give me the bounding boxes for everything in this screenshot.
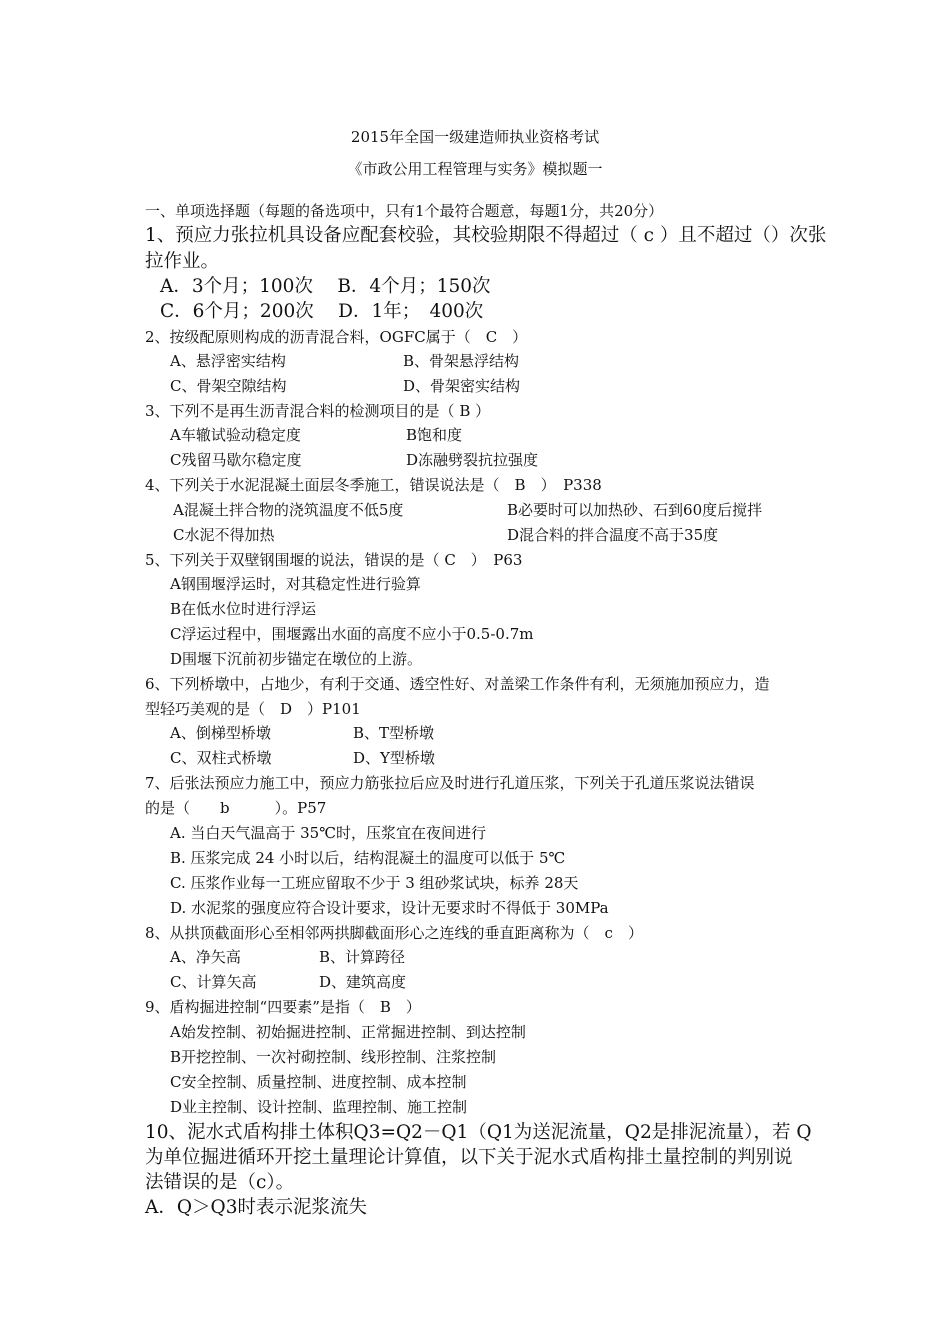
q8-option-d: D、建筑高度: [319, 973, 407, 991]
q4-option-d: D混合料的拌合温度不高于35度: [507, 526, 719, 544]
q8-stem: 8、从拱顶截面形心至相邻两拱脚截面形心之连线的垂直距离称为（ c ）: [145, 924, 643, 942]
q1-options-line1: A．3个月；100次 B．4个月；150次: [160, 276, 491, 297]
q9-option-b: B开挖控制、一次衬砌控制、线形控制、注浆控制: [170, 1048, 497, 1066]
q10-stem-line3: 法错误的是（c）。: [145, 1172, 295, 1193]
q6-option-c: C、双柱式桥墩: [170, 749, 272, 767]
exam-subtitle: 《市政公用工程管理与实务》模拟题一: [347, 160, 603, 178]
q6-stem-line2: 型轻巧美观的是（ D ）P101: [145, 700, 361, 718]
q3-option-b: B饱和度: [406, 426, 463, 444]
q1-options-line2: C．6个月；200次 D．1年； 400次: [160, 301, 484, 322]
q4-option-c: C水泥不得加热: [173, 526, 275, 544]
q6-option-a: A、倒梯型桥墩: [170, 724, 271, 742]
q7-stem-line2: 的是（ b ）。P57: [145, 799, 327, 817]
q1-stem-line1: 1、预应力张拉机具设备应配套校验，其校验期限不得超过（ c ）且不超过（）次张: [145, 225, 827, 246]
q2-stem: 2、按级配原则构成的沥青混合料，OGFC属于（ C ）: [145, 328, 528, 346]
q5-option-c: C浮运过程中，围堰露出水面的高度不应小于0.5-0.7m: [170, 625, 534, 643]
q7-option-c: C. 压浆作业每一工班应留取不少于 3 组砂浆试块，标养 28天: [170, 874, 579, 892]
q9-option-d: D业主控制、设计控制、监理控制、施工控制: [170, 1098, 468, 1116]
q7-option-a: A. 当白天气温高于 35℃时，压浆宜在夜间进行: [170, 824, 487, 842]
q9-stem: 9、盾构掘进控制“四要素”是指（ B ）: [145, 998, 421, 1016]
q7-option-d: D. 水泥浆的强度应符合设计要求，设计无要求时不得低于 30MPa: [170, 899, 609, 917]
q1-stem-line2: 拉作业。: [145, 251, 220, 272]
exam-title: 2015年全国一级建造师执业资格考试: [350, 128, 600, 146]
q5-option-a: A钢围堰浮运时，对其稳定性进行验算: [170, 575, 421, 593]
q8-option-b: B、计算跨径: [319, 948, 406, 966]
q9-option-c: C安全控制、质量控制、进度控制、成本控制: [170, 1073, 467, 1091]
q6-stem-line1: 6、下列桥墩中，占地少，有利于交通、透空性好、对盖梁工作条件有利，无须施加预应力，造: [145, 675, 770, 693]
q5-stem: 5、下列关于双壁钢围堰的说法，错误的是（ C ） P63: [145, 551, 523, 569]
q7-stem-line1: 7、后张法预应力施工中，预应力筋张拉后应及时进行孔道压浆，下列关于孔道压浆说法错误: [145, 774, 755, 792]
q4-option-a: A混凝土拌合物的浇筑温度不低5度: [173, 501, 404, 519]
q10-option-a: A．Q＞Q3时表示泥浆流失: [145, 1197, 367, 1218]
q7-option-b: B. 压浆完成 24 小时以后，结构混凝土的温度可以低于 5℃: [170, 849, 566, 867]
q2-option-d: D、骨架密实结构: [403, 377, 521, 395]
q6-option-d: D、Y型桥墩: [353, 749, 435, 767]
q2-option-c: C、骨架空隙结构: [170, 377, 287, 395]
q6-option-b: B、T型桥墩: [353, 724, 435, 742]
q8-option-a: A、净矢高: [170, 948, 241, 966]
q3-stem: 3、下列不是再生沥青混合料的检测项目的是（ B ）: [145, 402, 491, 420]
q5-option-d: D围堰下沉前初步锚定在墩位的上游。: [170, 650, 423, 668]
q4-option-b: B必要时可以加热砂、石到60度后搅拌: [507, 501, 763, 519]
q2-option-a: A、悬浮密实结构: [170, 352, 286, 370]
q10-stem-line2: 为单位掘进循环开挖土量理论计算值，以下关于泥水式盾构排土量控制的判别说: [145, 1147, 793, 1168]
q3-option-c: C残留马歇尔稳定度: [170, 451, 302, 469]
q3-option-a: A车辙试验动稳定度: [170, 426, 301, 444]
q9-option-a: A始发控制、初始掘进控制、正常掘进控制、到达控制: [170, 1023, 526, 1041]
q2-option-b: B、骨架悬浮结构: [403, 352, 520, 370]
q10-stem-line1: 10、泥水式盾构排土体积Q3=Q2－Q1（Q1为送泥流量，Q2是排泥流量），若 Q: [145, 1122, 812, 1143]
q8-option-c: C、计算矢高: [170, 973, 257, 991]
q5-option-b: B在低水位时进行浮运: [170, 600, 317, 618]
q3-option-d: D冻融劈裂抗拉强度: [406, 451, 539, 469]
section-heading: 一、单项选择题（每题的备选项中，只有1个最符合题意，每题1分，共20分）: [145, 202, 664, 220]
q4-stem: 4、下列关于水泥混凝土面层冬季施工，错误说法是（ B ） P338: [145, 476, 602, 494]
